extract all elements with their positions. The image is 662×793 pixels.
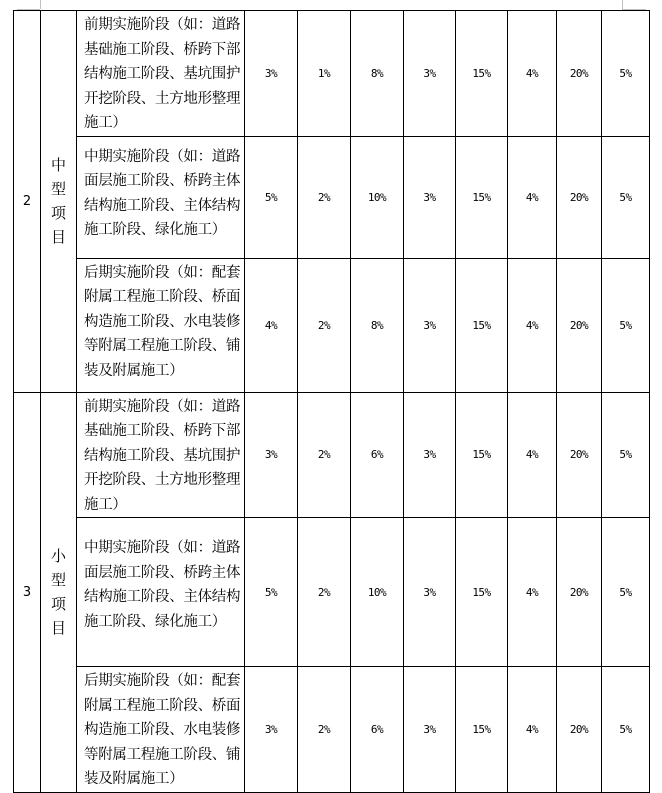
value-cell: 4% <box>245 258 298 392</box>
value-cell: 3% <box>245 667 298 793</box>
value-cell: 3% <box>404 258 456 392</box>
value-cell: 5% <box>245 136 298 258</box>
stage-description: 前期实施阶段（如：道路基础施工阶段、桥跨下部结构施工阶段、基坑围护开挖阶段、土方地形整理施工） <box>77 392 245 518</box>
value-cell: 3% <box>404 392 456 518</box>
table-row <box>14 392 650 518</box>
value-cell: 15% <box>456 392 508 518</box>
value-cell: 5% <box>602 11 650 137</box>
value-cell: 5% <box>245 518 298 667</box>
value-cell: 2% <box>298 518 351 667</box>
stage-description: 中期实施阶段（如：道路面层施工阶段、桥跨主体结构施工阶段、主体结构施工阶段、绿化施工） <box>77 136 245 258</box>
stage-description: 前期实施阶段（如：道路基础施工阶段、桥跨下部结构施工阶段、基坑围护开挖阶段、土方地形整理施工） <box>77 11 245 137</box>
table-row <box>14 136 650 258</box>
value-cell: 10% <box>351 518 404 667</box>
value-cell: 20% <box>557 392 602 518</box>
value-cell: 3% <box>404 11 456 137</box>
construction-stage-rate-table <box>13 10 650 793</box>
value-cell: 20% <box>557 258 602 392</box>
value-cell: 15% <box>456 518 508 667</box>
value-cell: 6% <box>351 667 404 793</box>
value-cell: 15% <box>456 136 508 258</box>
value-cell: 20% <box>557 667 602 793</box>
value-cell: 2% <box>298 258 351 392</box>
value-cell: 8% <box>351 258 404 392</box>
stage-description: 中期实施阶段（如：道路面层施工阶段、桥跨主体结构施工阶段、主体结构施工阶段、绿化施工） <box>77 518 245 667</box>
table-row <box>14 11 650 137</box>
margin-mark-right-v <box>622 0 623 9</box>
row-index: 2 <box>14 11 41 393</box>
project-type <box>41 392 77 793</box>
value-cell: 4% <box>508 392 557 518</box>
value-cell: 3% <box>404 136 456 258</box>
value-cell: 4% <box>508 136 557 258</box>
value-cell: 6% <box>351 392 404 518</box>
value-cell: 5% <box>602 258 650 392</box>
project-type-label: 中型项目 <box>50 156 66 247</box>
value-cell: 2% <box>298 667 351 793</box>
value-cell: 1% <box>298 11 351 137</box>
value-cell: 3% <box>404 518 456 667</box>
stage-description: 后期实施阶段（如：配套附属工程施工阶段、桥面构造施工阶段、水电装修等附属工程施工阶段、铺装及附属施工） <box>77 258 245 392</box>
project-type-label: 小型项目 <box>50 547 66 638</box>
table-row <box>14 518 650 667</box>
value-cell: 4% <box>508 11 557 137</box>
value-cell: 8% <box>351 11 404 137</box>
value-cell: 2% <box>298 392 351 518</box>
value-cell: 4% <box>508 258 557 392</box>
value-cell: 10% <box>351 136 404 258</box>
value-cell: 15% <box>456 11 508 137</box>
value-cell: 5% <box>602 136 650 258</box>
value-cell: 20% <box>557 518 602 667</box>
value-cell: 20% <box>557 136 602 258</box>
value-cell: 3% <box>245 11 298 137</box>
value-cell: 4% <box>508 667 557 793</box>
value-cell: 4% <box>508 518 557 667</box>
margin-mark-left-v <box>40 0 41 9</box>
value-cell: 2% <box>298 136 351 258</box>
table-row <box>14 667 650 793</box>
value-cell: 15% <box>456 667 508 793</box>
project-type <box>41 11 77 393</box>
table-row <box>14 258 650 392</box>
value-cell: 5% <box>602 667 650 793</box>
value-cell: 15% <box>456 258 508 392</box>
value-cell: 5% <box>602 518 650 667</box>
value-cell: 5% <box>602 392 650 518</box>
stage-description: 后期实施阶段（如：配套附属工程施工阶段、桥面构造施工阶段、水电装修等附属工程施工阶段、铺装及附属施工） <box>77 667 245 793</box>
value-cell: 20% <box>557 11 602 137</box>
row-index: 3 <box>14 392 41 793</box>
value-cell: 3% <box>245 392 298 518</box>
value-cell: 3% <box>404 667 456 793</box>
